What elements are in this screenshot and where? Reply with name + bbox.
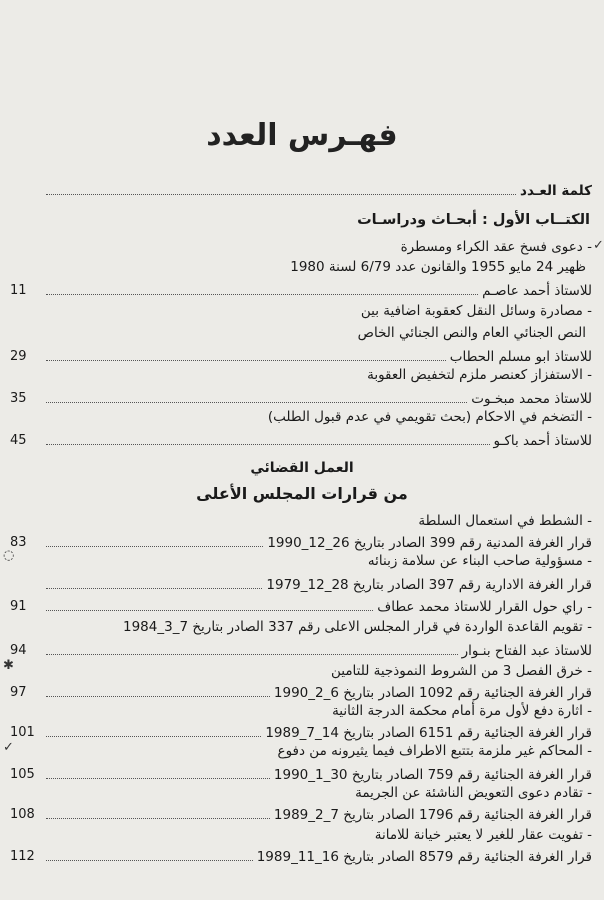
section-heading-judicial: العمل القضائي	[250, 460, 354, 476]
ruling-9-title: - تفويت عقار للغير لا يعتبر خيانة للامانة	[40, 826, 592, 846]
ruling-1-decision: قرار الغرفة المدنية رقم 399 الصادر بتاريخ 26_12_1990	[267, 535, 592, 551]
entry-1-page: 11	[10, 283, 27, 298]
ruling-7-title: - المحاكم غير ملزمة بتتبع الاطراف فيما يثيرونه من دفوع	[40, 742, 592, 762]
ruling-6-decision-row	[10, 722, 592, 742]
ruling-7-decision-row	[10, 764, 592, 784]
entry-1-author-row	[10, 280, 592, 300]
ruling-5-decision: قرار الغرفة الجنائية رقم 1092 الصادر بتاريخ 6_2_1990	[273, 685, 592, 701]
entry-3-author-row	[10, 388, 592, 408]
entry-1-line-2: ظهير 24 مايو 1955 والقانون عدد 6/79 لسنة 1980	[290, 259, 586, 275]
ruling-6-decision: قرار الغرفة الجنائية رقم 6151 الصادر بتاريخ 14_7_1989	[265, 725, 592, 741]
leader-dots	[46, 610, 373, 611]
leader-dots	[46, 444, 490, 445]
entry-2-author-row	[10, 346, 592, 366]
ruling-8-decision-row	[10, 804, 592, 824]
entry-4-line-1: - التضخم في الاحكام (بحث تقويمي في عدم قبول الطلب)	[40, 408, 592, 428]
entry-1-line-1: - دعوى فسخ عقد الكراء ومسطرة	[40, 238, 592, 258]
leader-dots	[46, 778, 270, 779]
ruling-9-decision-row	[10, 846, 592, 866]
ruling-5-title: - خرق الفصل 3 من الشروط النموذجية للتامين	[40, 662, 592, 682]
leader-dots	[46, 402, 467, 403]
ruling-8-decision: قرار الغرفة الجنائية رقم 1796 الصادر بتاريخ 7_2_1989	[273, 807, 592, 823]
leader-dots	[46, 588, 262, 589]
leader-dots	[46, 294, 478, 295]
entry-1-author: للاستاذ أحمد عاصـم	[482, 283, 592, 299]
margin-asterisk-icon: ✱	[3, 658, 14, 673]
ruling-4-title: - تقويم القاعدة الواردة في قرار المجلس الاعلى رقم 337 الصادر بتاريخ 7_3_1984	[40, 618, 592, 638]
entry-2-line-2: النص الجنائي العام والنص الجنائي الخاص	[357, 325, 586, 341]
entry-2-author: للاستاذ ابو مسلم الحطاب	[449, 349, 592, 365]
leader-dots	[46, 546, 263, 547]
ruling-8-title: - تقادم دعوى التعويض الناشئة عن الجريمة	[40, 784, 592, 804]
ruling-2-decision: قرار الغرفة الادارية رقم 397 الصادر بتاريخ 28_12_1979	[266, 577, 592, 593]
margin-tick-icon: ✓	[3, 740, 14, 755]
section-heading-studies: الكتــاب الأول : أبحـاث ودراسـات	[357, 212, 590, 228]
ruling-5-decision-row	[10, 682, 592, 702]
ruling-6-page: 101	[10, 725, 35, 740]
ruling-3-title: - راي حول القرار للاستاذ محمد عطاف	[373, 598, 592, 616]
margin-circle-icon: ◌	[3, 548, 15, 563]
margin-checkmark-icon: ✓	[593, 238, 604, 253]
section-subheading: من قرارات المجلس الأعلى	[196, 484, 408, 503]
ruling-7-page: 105	[10, 767, 35, 782]
ruling-1-page: 83	[10, 535, 27, 550]
entry-3-line-1: - الاستفزاز كعنصر ملزم لتخفيض العقوبة	[40, 366, 592, 386]
ruling-9-decision: قرار الغرفة الجنائية رقم 8579 الصادر بتاريخ 16_11_1989	[256, 849, 592, 865]
leader-dots	[46, 736, 261, 737]
ruling-4-decision: للاستاذ عبد الفتاح بنـوار	[461, 643, 592, 659]
entry-3-author: للاستاذ محمد مبخـوت	[471, 391, 592, 407]
toc-intro-row	[10, 180, 592, 200]
ruling-6-title: - اثارة دفع لأول مرة أمام محكمة الدرجة الثانية	[40, 702, 592, 722]
ruling-1-decision-row	[10, 532, 592, 552]
ruling-3-page: 91	[10, 599, 27, 614]
entry-2-line-1: - مصادرة وسائل النقل كعقوبة اضافية بين	[40, 302, 592, 322]
ruling-4-decision-row	[10, 640, 592, 660]
ruling-8-page: 108	[10, 807, 35, 822]
ruling-5-page: 97	[10, 685, 27, 700]
leader-dots	[46, 654, 458, 655]
intro-label: كلمة العـدد	[520, 183, 592, 199]
entry-3-page: 35	[10, 391, 27, 406]
entry-4-page: 45	[10, 433, 27, 448]
leader-dots	[46, 860, 253, 861]
ruling-9-page: 112	[10, 849, 35, 864]
entry-4-author: للاستاذ أحمد باكـو	[493, 433, 592, 449]
leader-dots	[46, 818, 270, 819]
page-title: فهـرس العدد	[206, 118, 398, 153]
ruling-2-decision-row	[10, 574, 592, 594]
entry-2-page: 29	[10, 349, 27, 364]
ruling-3-row	[10, 596, 592, 616]
leader-dots	[46, 360, 446, 361]
leader-dots	[46, 194, 516, 195]
entry-4-author-row	[10, 430, 592, 450]
ruling-4-page: 94	[10, 643, 27, 658]
ruling-7-decision: قرار الغرفة الجنائية رقم 759 الصادر بتاريخ 30_1_1990	[273, 767, 592, 783]
leader-dots	[46, 696, 270, 697]
ruling-2-title: - مسؤولية صاحب البناء عن سلامة زبنائه	[40, 552, 592, 572]
ruling-1-title: - الشطط في استعمال السلطة	[40, 512, 592, 532]
